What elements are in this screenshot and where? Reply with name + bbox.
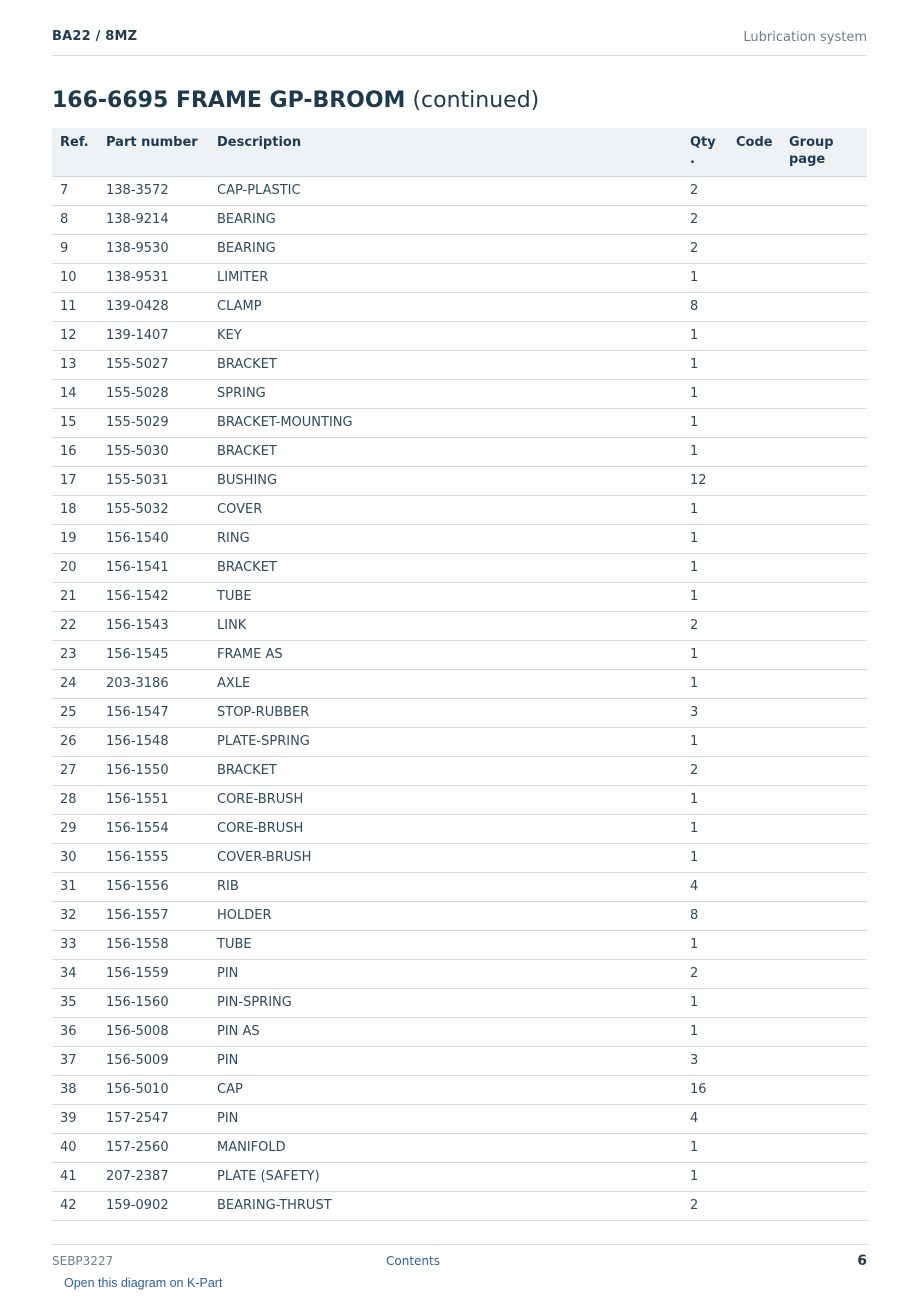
cell-group-page [781,611,867,640]
cell-group-page [781,1075,867,1104]
cell-code [728,263,781,292]
cell-ref: 27 [52,756,98,785]
cell-part-number: 155-5031 [98,466,209,495]
table-row [52,611,867,640]
cell-ref: 37 [52,1046,98,1075]
cell-group-page [781,988,867,1017]
cell-part-number: 156-1542 [98,582,209,611]
cell-part-number: 203-3186 [98,669,209,698]
cell-ref: 40 [52,1133,98,1162]
cell-code [728,321,781,350]
cell-group-page [781,785,867,814]
cell-part-number: 156-1547 [98,698,209,727]
section-label: Lubrication system [743,30,867,45]
cell-description: HOLDER [209,901,682,930]
cell-part-number: 156-1551 [98,785,209,814]
cell-group-page [781,292,867,321]
cell-code [728,1191,781,1220]
cell-code [728,1046,781,1075]
cell-group-page [781,176,867,205]
cell-part-number: 156-1559 [98,959,209,988]
cell-part-number: 138-9214 [98,205,209,234]
cell-code [728,814,781,843]
table-row [52,785,867,814]
cell-ref: 8 [52,205,98,234]
cell-description: BRACKET [209,350,682,379]
table-row [52,1075,867,1104]
cell-description: BRACKET [209,437,682,466]
cell-ref: 17 [52,466,98,495]
cell-group-page [781,814,867,843]
cell-qty: 1 [682,524,728,553]
table-row [52,350,867,379]
cell-qty: 8 [682,901,728,930]
cell-ref: 29 [52,814,98,843]
cell-description: FRAME AS [209,640,682,669]
cell-ref: 10 [52,263,98,292]
title-suffix: (continued) [405,88,540,113]
cell-part-number: 156-5009 [98,1046,209,1075]
cell-group-page [781,379,867,408]
cell-description: PIN-SPRING [209,988,682,1017]
cell-qty: 2 [682,234,728,263]
cell-group-page [781,582,867,611]
table-row [52,437,867,466]
cell-part-number: 138-3572 [98,176,209,205]
cell-code [728,843,781,872]
table-row [52,640,867,669]
cell-code [728,611,781,640]
cell-description: CLAMP [209,292,682,321]
cell-ref: 13 [52,350,98,379]
table-row [52,524,867,553]
cell-qty: 1 [682,582,728,611]
cell-qty: 16 [682,1075,728,1104]
cell-group-page [781,263,867,292]
cell-qty: 8 [682,292,728,321]
cell-group-page [781,437,867,466]
title-part-group: 166-6695 FRAME GP-BROOM [52,88,406,113]
cell-description: LINK [209,611,682,640]
cell-qty: 1 [682,379,728,408]
cell-group-page [781,1104,867,1133]
table-row [52,495,867,524]
table-row [52,176,867,205]
cell-ref: 24 [52,669,98,698]
cell-code [728,234,781,263]
cell-part-number: 156-1541 [98,553,209,582]
cell-group-page [781,930,867,959]
cell-group-page [781,901,867,930]
page-title [52,88,539,113]
cell-description: LIMITER [209,263,682,292]
cell-group-page [781,872,867,901]
cell-description: TUBE [209,582,682,611]
cell-part-number: 156-1555 [98,843,209,872]
cell-description: BEARING [209,205,682,234]
cell-part-number: 156-1560 [98,988,209,1017]
table-row [52,379,867,408]
cell-qty: 2 [682,176,728,205]
table-row [52,843,867,872]
cell-code [728,495,781,524]
cell-part-number: 139-1407 [98,321,209,350]
cell-description: PIN [209,1104,682,1133]
cell-description: TUBE [209,930,682,959]
cell-ref: 28 [52,785,98,814]
cell-group-page [781,1046,867,1075]
cell-ref: 15 [52,408,98,437]
cell-group-page [781,756,867,785]
cell-ref: 22 [52,611,98,640]
table-row [52,959,867,988]
cell-ref: 25 [52,698,98,727]
cell-ref: 42 [52,1191,98,1220]
cell-qty: 1 [682,495,728,524]
cell-group-page [781,408,867,437]
cell-ref: 31 [52,872,98,901]
cell-part-number: 156-1550 [98,756,209,785]
cell-description: COVER [209,495,682,524]
cell-qty: 2 [682,205,728,234]
table-row [52,553,867,582]
cell-qty: 1 [682,1017,728,1046]
cell-part-number: 207-2387 [98,1162,209,1191]
cell-part-number: 156-1556 [98,872,209,901]
cell-group-page [781,1191,867,1220]
cell-qty: 1 [682,785,728,814]
table-row [52,1191,867,1220]
table-row [52,292,867,321]
table-row [52,408,867,437]
table-row [52,1017,867,1046]
page-header [52,28,867,56]
cell-qty: 1 [682,1133,728,1162]
table-row [52,263,867,292]
cell-description: PLATE (SAFETY) [209,1162,682,1191]
cell-qty: 1 [682,988,728,1017]
cell-group-page [781,205,867,234]
cell-code [728,1104,781,1133]
cell-ref: 21 [52,582,98,611]
cell-code [728,379,781,408]
header-row [52,128,867,176]
cell-qty: 4 [682,872,728,901]
cell-qty: 1 [682,437,728,466]
cell-ref: 18 [52,495,98,524]
cell-qty: 1 [682,408,728,437]
cell-code [728,350,781,379]
col-header-description: Description [209,128,682,176]
cell-group-page [781,669,867,698]
cell-part-number: 157-2547 [98,1104,209,1133]
table-row [52,466,867,495]
cell-description: PLATE-SPRING [209,727,682,756]
contents-link[interactable]: Contents [386,1254,440,1268]
cell-ref: 19 [52,524,98,553]
cell-group-page [781,495,867,524]
cell-group-page [781,698,867,727]
cell-ref: 34 [52,959,98,988]
table-row [52,988,867,1017]
cell-group-page [781,321,867,350]
cell-description: CAP-PLASTIC [209,176,682,205]
table-row [52,872,867,901]
cell-part-number: 138-9531 [98,263,209,292]
open-on-kpart-link[interactable]: Open this diagram on K-Part [64,1276,223,1290]
cell-part-number: 138-9530 [98,234,209,263]
cell-qty: 1 [682,350,728,379]
cell-part-number: 155-5027 [98,350,209,379]
cell-part-number: 156-5008 [98,1017,209,1046]
cell-description: RING [209,524,682,553]
cell-code [728,930,781,959]
table-row [52,698,867,727]
cell-description: RIB [209,872,682,901]
cell-description: BRACKET [209,553,682,582]
cell-code [728,640,781,669]
cell-ref: 26 [52,727,98,756]
cell-code [728,1162,781,1191]
cell-part-number: 155-5028 [98,379,209,408]
model-label: BA22 / 8MZ [52,29,138,44]
cell-description: BRACKET-MOUNTING [209,408,682,437]
cell-ref: 9 [52,234,98,263]
cell-description: BRACKET [209,756,682,785]
cell-group-page [781,350,867,379]
cell-ref: 35 [52,988,98,1017]
table-row [52,727,867,756]
col-header-ref: Ref. [52,128,98,176]
cell-group-page [781,553,867,582]
cell-description: BEARING [209,234,682,263]
cell-ref: 39 [52,1104,98,1133]
cell-description: SPRING [209,379,682,408]
cell-qty: 1 [682,1162,728,1191]
cell-description: CORE-BRUSH [209,785,682,814]
cell-description: PIN [209,959,682,988]
cell-code [728,1017,781,1046]
table-row [52,234,867,263]
cell-ref: 16 [52,437,98,466]
cell-qty: 1 [682,669,728,698]
cell-code [728,1075,781,1104]
cell-group-page [781,524,867,553]
cell-part-number: 156-1548 [98,727,209,756]
cell-code [728,785,781,814]
table-row [52,901,867,930]
cell-qty: 3 [682,1046,728,1075]
col-header-part-number: Part number [98,128,209,176]
cell-code [728,437,781,466]
cell-part-number: 157-2560 [98,1133,209,1162]
col-header-group-page: Group page [781,128,867,176]
col-header-qty: Qty . [682,128,728,176]
parts-table [52,128,867,1221]
cell-description: COVER-BRUSH [209,843,682,872]
cell-qty: 1 [682,321,728,350]
cell-description: PIN [209,1046,682,1075]
cell-qty: 12 [682,466,728,495]
parts-table-body [52,176,867,1220]
cell-ref: 20 [52,553,98,582]
cell-ref: 11 [52,292,98,321]
cell-part-number: 139-0428 [98,292,209,321]
cell-qty: 2 [682,1191,728,1220]
cell-ref: 14 [52,379,98,408]
table-row [52,669,867,698]
cell-description: STOP-RUBBER [209,698,682,727]
document-id: SEBP3227 [52,1254,114,1268]
page-number: 6 [857,1253,867,1269]
cell-part-number: 156-1558 [98,930,209,959]
cell-qty: 1 [682,727,728,756]
cell-ref: 41 [52,1162,98,1191]
cell-part-number: 159-0902 [98,1191,209,1220]
cell-qty: 1 [682,814,728,843]
cell-qty: 1 [682,843,728,872]
cell-qty: 1 [682,263,728,292]
cell-code [728,466,781,495]
cell-part-number: 155-5030 [98,437,209,466]
cell-code [728,582,781,611]
cell-description: CORE-BRUSH [209,814,682,843]
cell-part-number: 156-1557 [98,901,209,930]
cell-code [728,292,781,321]
cell-code [728,872,781,901]
cell-code [728,408,781,437]
cell-code [728,176,781,205]
cell-ref: 30 [52,843,98,872]
cell-description: BEARING-THRUST [209,1191,682,1220]
cell-code [728,524,781,553]
cell-code [728,756,781,785]
cell-group-page [781,959,867,988]
table-row [52,582,867,611]
cell-ref: 38 [52,1075,98,1104]
table-row [52,205,867,234]
cell-qty: 1 [682,640,728,669]
cell-qty: 3 [682,698,728,727]
cell-ref: 32 [52,901,98,930]
cell-group-page [781,466,867,495]
cell-group-page [781,1162,867,1191]
parts-table-header [52,128,867,176]
cell-group-page [781,1017,867,1046]
cell-group-page [781,640,867,669]
cell-description: MANIFOLD [209,1133,682,1162]
cell-code [728,698,781,727]
cell-description: BUSHING [209,466,682,495]
cell-ref: 23 [52,640,98,669]
cell-part-number: 155-5029 [98,408,209,437]
table-row [52,1104,867,1133]
cell-qty: 1 [682,553,728,582]
cell-code [728,205,781,234]
table-row [52,756,867,785]
cell-description: CAP [209,1075,682,1104]
cell-ref: 7 [52,176,98,205]
cell-part-number: 156-5010 [98,1075,209,1104]
cell-qty: 1 [682,930,728,959]
cell-description: KEY [209,321,682,350]
table-row [52,930,867,959]
cell-code [728,727,781,756]
cell-qty: 2 [682,756,728,785]
cell-code [728,988,781,1017]
cell-part-number: 156-1554 [98,814,209,843]
page-footer [52,1244,867,1275]
col-header-code: Code [728,128,781,176]
cell-code [728,901,781,930]
cell-qty: 4 [682,1104,728,1133]
table-row [52,1133,867,1162]
cell-ref: 12 [52,321,98,350]
cell-description: PIN AS [209,1017,682,1046]
cell-description: AXLE [209,669,682,698]
table-row [52,814,867,843]
cell-part-number: 156-1540 [98,524,209,553]
cell-ref: 36 [52,1017,98,1046]
cell-part-number: 156-1543 [98,611,209,640]
table-row [52,1046,867,1075]
table-row [52,1162,867,1191]
cell-code [728,959,781,988]
cell-qty: 2 [682,959,728,988]
cell-ref: 33 [52,930,98,959]
cell-group-page [781,1133,867,1162]
cell-code [728,1133,781,1162]
cell-part-number: 156-1545 [98,640,209,669]
cell-group-page [781,234,867,263]
cell-part-number: 155-5032 [98,495,209,524]
cell-qty: 2 [682,611,728,640]
table-row [52,321,867,350]
cell-group-page [781,843,867,872]
cell-code [728,669,781,698]
cell-group-page [781,727,867,756]
cell-code [728,553,781,582]
